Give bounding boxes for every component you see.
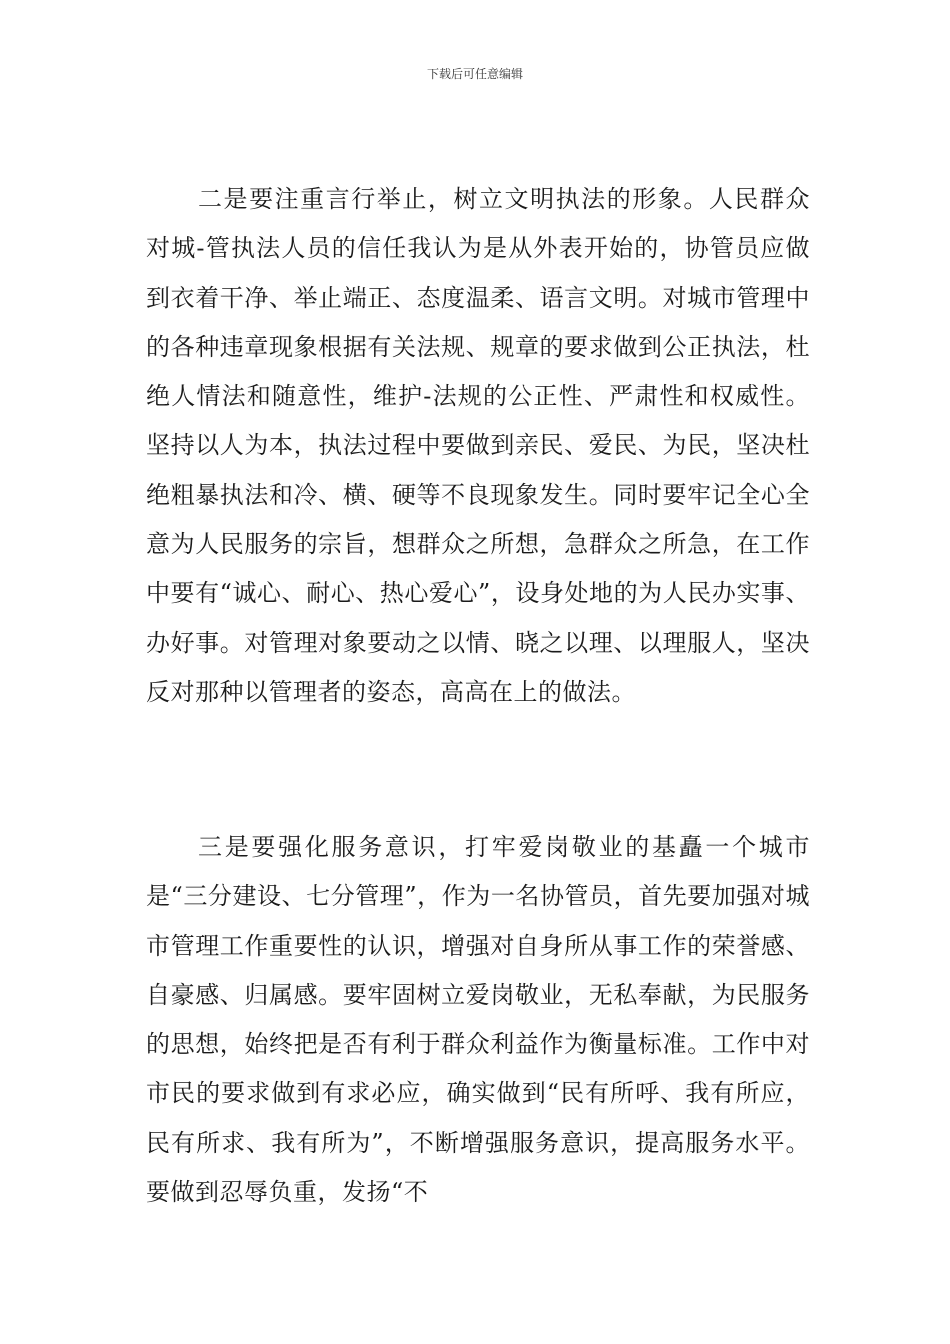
body-paragraph-2: 三是要强化服务意识，打牢爱岗敬业的基矗一个城市是“三分建设、七分管理”，作为一名协管员，首先要加强对城市管理工作重要性的认识，增强对自身所从事工作的荣誉感、自豪感、归属感。要牢固树立爱岗敬业，无私奉献，为民服务的思想，始终把是否有利于群众利益作为衡量标准。工作中对市民的要求做到有求必应，确实做到“民有所呼、我有所应，民有所求、我有所为”，不断增强服务意识，提高服务水平。要做到忍辱负重，发扬“不 (146, 833, 810, 1207)
page-header: 下载后可任意编辑 (426, 67, 523, 81)
body-paragraph-1: 二是要注重言行举止，树立文明执法的形象。人民群众对城-管执法人员的信任我认为是从外表开始的，协管员应做到衣着干净、举止端正、态度温柔、语言文明。对城市管理中的各种违章现象根据有关法规、规章的要求做到公正执法，杜绝人情法和随意性，维护-法规的公正性、严肃性和权威性。坚持以人为本，执法过程中要做到亲民、爱民、为民，坚决杜绝粗暴执法和冷、横、硬等不良现象发生。同时要牢记全心全意为人民服务的宗旨，想群众之所想，急群众之所急，在工作中要有“诚心、耐心、热心爱心”，设身处地的为人民办实事、办好事。对管理对象要动之以情、晓之以理、以理服人，坚决反对那种以管理者的姿态，高高在上的做法。 (146, 185, 810, 706)
